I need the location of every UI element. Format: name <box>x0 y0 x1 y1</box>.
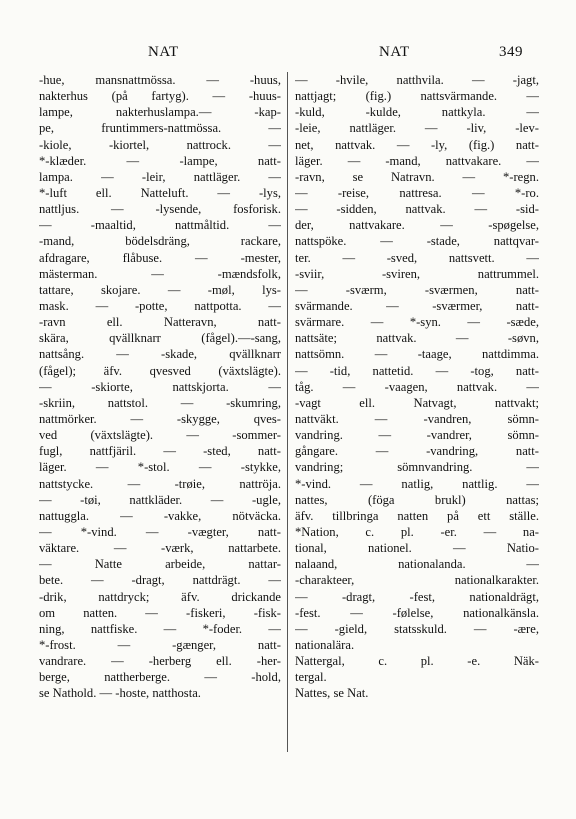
text-line: -mand, bödelsdräng, rackare, <box>39 234 281 249</box>
left-guide-word: NAT <box>148 44 179 60</box>
text-line: -fest. — -følelse, nationalkänsla. <box>295 605 539 620</box>
text-line: svärmande. — -sværmer, natt- <box>295 298 539 313</box>
text-line: nattmörker. — -skygge, qves- <box>39 411 281 426</box>
page-number: 349 <box>499 44 523 60</box>
text-line: -ravn ell. Natteravn, natt- <box>39 315 281 330</box>
text-line: tional, nationel. — Natio- <box>295 541 539 556</box>
right-guide-word: NAT <box>379 44 410 60</box>
text-line: nattes, (föga brukl) nattas; <box>295 492 539 507</box>
text-line: nattsäte; nattvak. — -søvn, <box>295 331 539 346</box>
text-line: nationalära. <box>295 637 355 652</box>
text-line: vandrare. — -herberg ell. -her- <box>39 654 281 669</box>
text-line: — -reise, nattresa. — *-ro. <box>295 185 539 200</box>
running-header <box>0 44 576 64</box>
text-line: — *-vind. — -vægter, natt- <box>39 524 281 539</box>
text-line: nattsömn. — -taage, nattdimma. <box>295 347 539 362</box>
text-line: der, nattvakare. — -spøgelse, <box>295 218 539 233</box>
text-line: pe, fruntimmers-nattmössa. — <box>39 121 281 136</box>
text-line: — -dragt, -fest, nationaldrägt, <box>295 589 539 604</box>
text-line: mästerman. — -mændsfolk, <box>39 266 281 281</box>
text-line: berge, nattherberge. — -hold, <box>39 670 281 685</box>
text-line: net, nattvak. — -ly, (fig.) natt- <box>295 137 539 152</box>
text-line: tergal. <box>295 670 327 685</box>
text-line: nakterhus (på fartyg). — -huus- <box>39 89 281 104</box>
text-line: läger. — -mand, nattvakare. — <box>295 153 539 168</box>
text-line: *-frost. — -gænger, natt- <box>39 637 281 652</box>
text-line: — -tøi, nattkläder. — -ugle, <box>39 492 281 507</box>
text-line: vandring; sömnvandring. — <box>295 460 539 475</box>
text-line: ved (växtslägte). — -sommer- <box>39 428 281 443</box>
text-line: skära, qvällknarr (fågel).—-sang, <box>39 331 281 346</box>
text-line: ning, nattfiske. — *-foder. — <box>39 621 281 636</box>
text-line: -leie, nattläger. — -liv, -lev- <box>295 121 539 136</box>
text-line: gångare. — -vandring, natt- <box>295 444 539 459</box>
text-line: läger. — *-stol. — -stykke, <box>39 460 281 475</box>
text-line: nattljus. — -lysende, fosforisk. <box>39 202 281 217</box>
text-line: se Nathold. — -hoste, natthosta. <box>39 686 201 701</box>
text-line: tåg. — -vaagen, nattvak. — <box>295 379 539 394</box>
text-line: -hue, mansnattmössa. — -huus, <box>39 73 281 87</box>
text-line: — -maaltid, nattmåltid. — <box>39 218 281 233</box>
text-line: — -sværm, -sværmen, natt- <box>295 282 539 297</box>
text-line: (fågel); äfv. qvesved (växtslägte). <box>39 363 281 378</box>
text-line: fugl, nattfjäril. — -sted, natt- <box>39 444 281 459</box>
text-line: Nattes, se Nat. <box>295 686 369 701</box>
text-line: Nattergal, c. pl. -e. Näk- <box>295 654 539 669</box>
right-column <box>295 72 539 701</box>
text-line: — -tid, nattetid. — -tog, natt- <box>295 363 539 378</box>
text-line: — -sidden, nattvak. — -sid- <box>295 202 539 217</box>
text-line: *-vind. — natlig, nattlig. — <box>295 476 539 491</box>
text-line: -kuld, -kulde, nattkyla. — <box>295 105 539 120</box>
text-line: -ravn, se Natravn. — *-regn. <box>295 169 539 184</box>
text-line: -sviir, -sviren, nattrummel. <box>295 266 539 281</box>
text-line: — Natte arbeide, nattar- <box>39 557 281 572</box>
text-line: svärmare. — *-syn. — -sæde, <box>295 315 539 330</box>
text-line: — -hvile, natthvila. — -jagt, <box>295 73 539 87</box>
text-line: lampe, nakterhuslampa.— -kap- <box>39 105 281 120</box>
text-line: -drik, nattdryck; äfv. drickande <box>39 589 281 604</box>
text-line: -kiole, -kiortel, nattrock. — <box>39 137 281 152</box>
text-line: -skriin, nattstol. — -skumring, <box>39 395 281 410</box>
text-line: bete. — -dragt, nattdrägt. — <box>39 573 281 588</box>
text-line: -charakteer, nationalkarakter. <box>295 573 539 588</box>
text-line: — -gield, statsskuld. — -ære, <box>295 621 539 636</box>
text-line: tattare, skojare. — -møl, lys- <box>39 282 281 297</box>
text-line: nattsång. — -skade, qvällknarr <box>39 347 281 362</box>
text-line: nattstycke. — -trøie, nattröja. <box>39 476 281 491</box>
text-line: nattuggla. — -vakke, nötväcka. <box>39 508 281 523</box>
left-column <box>39 72 281 701</box>
text-line: om natten. — -fiskeri, -fisk- <box>39 605 281 620</box>
text-line: *Nation, c. pl. -er. — na- <box>295 524 539 539</box>
text-line: vandring. — -vandrer, sömn- <box>295 428 539 443</box>
column-divider <box>287 72 288 752</box>
text-line: mask. — -potte, nattpotta. — <box>39 298 281 313</box>
text-line: — -skiorte, nattskjorta. — <box>39 379 281 394</box>
text-line: ter. — -sved, nattsvett. — <box>295 250 539 265</box>
text-line: *-klæder. — -lampe, natt- <box>39 153 281 168</box>
text-line: lampa. — -leir, nattläger. — <box>39 169 281 184</box>
text-line: äfv. tillbringa natten på ett ställe. <box>295 508 539 523</box>
text-line: nattväkt. — -vandren, sömn- <box>295 411 539 426</box>
text-line: nattspöke. — -stade, nattqvar- <box>295 234 539 249</box>
text-line: väktare. — -værk, nattarbete. <box>39 541 281 556</box>
text-line: nalaand, nationalanda. — <box>295 557 539 572</box>
text-line: nattjagt; (fig.) nattsvärmande. — <box>295 89 539 104</box>
text-line: afdragare, flåbuse. — -mester, <box>39 250 281 265</box>
text-line: -vagt ell. Natvagt, nattvakt; <box>295 395 539 410</box>
text-line: *-luft ell. Natteluft. — -lys, <box>39 185 281 200</box>
